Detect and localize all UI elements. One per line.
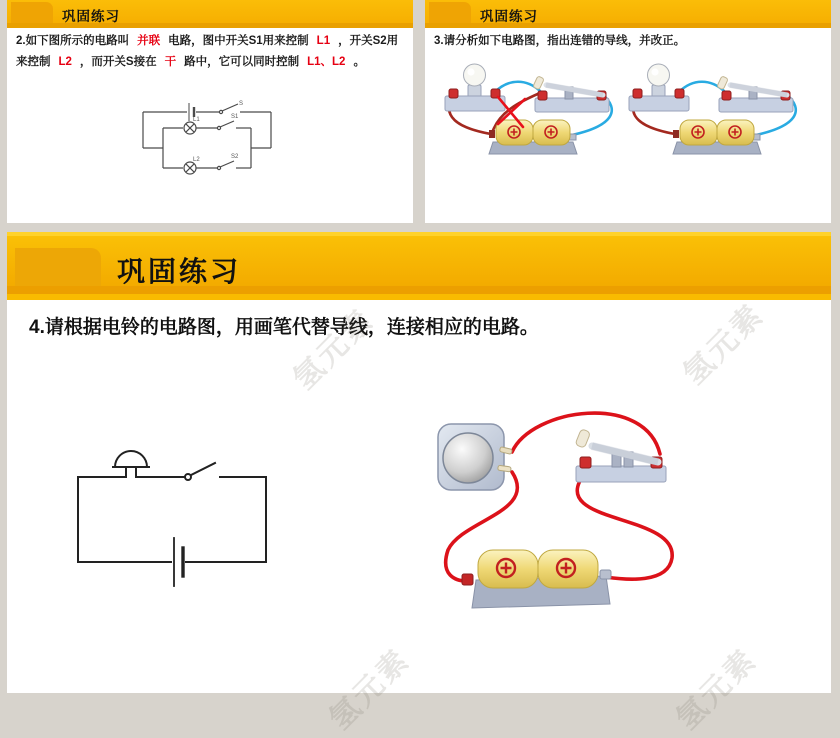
question2-text bbox=[16, 31, 408, 73]
slide3-header-bar bbox=[425, 0, 831, 28]
slide-thumbnail-question2 bbox=[7, 0, 413, 223]
bell-circuit-photo bbox=[420, 390, 790, 660]
circuit-photo-wrong bbox=[439, 62, 629, 166]
slide4-header-bar bbox=[7, 232, 831, 300]
battery-pack bbox=[673, 120, 761, 154]
battery-pack bbox=[462, 550, 611, 608]
question3-text: 3.请分析如下电路图，指出连错的导线，并改正。 bbox=[434, 35, 686, 47]
question-text-segment: ，开关S2用来控制 bbox=[16, 35, 399, 68]
slide4-header-bottomline bbox=[7, 294, 831, 300]
bulb-holder bbox=[629, 64, 689, 111]
knife-switch bbox=[533, 76, 609, 112]
question-text-segment: 路中，它可以同时控制 bbox=[184, 56, 300, 68]
circuit-photo-correct bbox=[623, 62, 813, 166]
slide2-header-title: 巩固练习 bbox=[62, 9, 120, 24]
label-switch-S: S bbox=[239, 101, 244, 107]
answer-blank-filled: 干 bbox=[164, 56, 177, 68]
label-switch-S2: S2 bbox=[231, 154, 239, 160]
slide2-header-bar bbox=[7, 0, 413, 28]
bulb-holder bbox=[445, 64, 505, 111]
question-text-segment: ，而开关S接在 bbox=[79, 56, 157, 68]
question-text-segment: 。 bbox=[353, 56, 365, 68]
parallel-circuit-schematic bbox=[127, 100, 287, 192]
answer-blank-filled: L2 bbox=[58, 56, 72, 68]
battery-pack bbox=[489, 120, 577, 154]
answer-blank-filled: 并联 bbox=[137, 35, 161, 47]
slide4-header-title: 巩固练习 bbox=[117, 256, 242, 287]
question-text-segment: 2.如下图所示的电路叫 bbox=[16, 35, 130, 47]
label-lamp-L2: L2 bbox=[193, 157, 200, 163]
label-switch-S1: S1 bbox=[231, 114, 239, 120]
slide-main-question4 bbox=[7, 232, 831, 693]
question-text-segment: 电路，图中开关S1用来控制 bbox=[168, 35, 309, 47]
question4-text: 4.请根据电铃的电路图，用画笔代替导线，连接相应的电路。 bbox=[29, 317, 539, 338]
bell-circuit-schematic bbox=[72, 442, 272, 592]
knife-switch bbox=[717, 76, 793, 112]
slide-thumbnail-question3 bbox=[425, 0, 831, 223]
slide4-header-tab bbox=[15, 248, 101, 286]
label-lamp-L1: L1 bbox=[193, 117, 200, 123]
answer-blank-filled: L1 bbox=[316, 35, 331, 47]
answer-blank-filled: L1、L2 bbox=[307, 56, 346, 68]
electric-bell bbox=[438, 424, 512, 490]
slide3-header-title: 巩固练习 bbox=[480, 9, 538, 24]
